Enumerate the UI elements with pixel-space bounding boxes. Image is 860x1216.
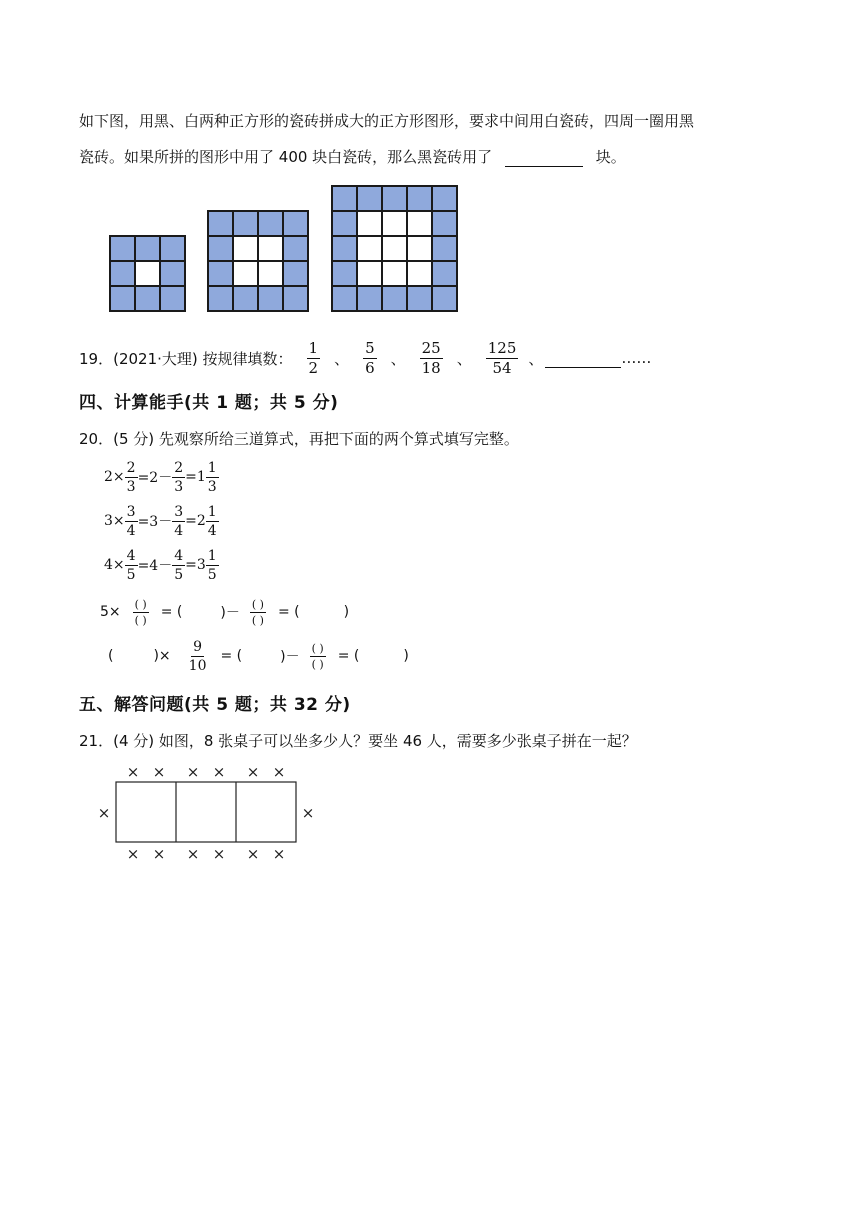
q19-f2-num: 5 [365,338,375,357]
q18-line2 [79,146,626,167]
eq1-f3-den: 3 [207,478,217,495]
blue-tile [407,186,432,211]
white-tile [135,261,160,286]
eq1-f2-den: 3 [174,478,184,495]
fill2-blank-2[interactable] [359,648,403,664]
seat-mark: × [186,845,200,863]
q19-line [79,336,651,380]
eq1-f3-num: 1 [207,459,217,476]
tile-figure-3x3 [110,236,185,311]
fill1-close2: ) [343,604,350,620]
fill1-blank-1[interactable] [182,604,220,620]
blue-tile [208,211,233,236]
q20-equation-2 [104,500,219,542]
blue-tile [432,211,457,236]
eq2-frac-1 [125,505,138,538]
seat-mark: × [126,845,140,863]
eq1-frac-3 [206,461,219,494]
tile-figure-4x4 [208,211,308,311]
q19-f3-den: 18 [421,358,441,377]
blue-tile [432,236,457,261]
blue-tile [160,236,185,261]
eq3-frac-2 [172,549,185,582]
blue-tile [208,286,233,311]
q19-prefix: 19．(2021·大理) 按规律填数： [79,349,293,368]
fill1-frac-1-den[interactable]: ( ) [134,613,147,627]
fill2-eq2: = ( [337,648,360,664]
q19-answer-blank[interactable] [545,349,621,368]
q19-sep-3: 、 [456,349,472,368]
q19-fraction-1 [307,338,321,377]
blue-tile [135,286,160,311]
fill2-blank-0[interactable] [113,648,153,664]
blue-tile [110,286,135,311]
eq2-part-a: 3× [104,513,125,529]
fill2-frac-2-den[interactable]: ( ) [311,657,324,671]
q19-fraction-4 [486,338,519,377]
eq2-f3-num: 1 [207,503,217,520]
blue-tile [160,261,185,286]
q19-sep-2: 、 [390,349,406,368]
blue-tile [110,236,135,261]
q19-f2-den: 6 [365,358,375,377]
blue-tile [160,286,185,311]
q19-f4-den: 54 [492,358,512,377]
fill1-start: 5× [100,604,121,620]
eq3-f2-num: 4 [174,547,184,564]
white-tile [357,211,382,236]
seat-mark: × [97,804,111,822]
fill2-close-times: )× [153,648,171,664]
eq1-f1-num: 2 [126,459,136,476]
blue-tile [382,286,407,311]
eq2-part-c: =2 [185,513,206,529]
white-tile [407,211,432,236]
blue-tile [432,186,457,211]
blue-tile [208,236,233,261]
blue-tile [332,211,357,236]
blue-tile [135,236,160,261]
q20-fill-line-2 [108,634,409,678]
eq1-part-c: =1 [185,469,206,485]
q19-f1-num: 1 [308,338,319,357]
fill2-eq1: = ( [220,648,243,664]
blue-tile [382,186,407,211]
eq3-part-a: 4× [104,557,125,573]
blue-tile [432,286,457,311]
q18-line2-text: 瓷砖。如果所拼的图形中用了 400 块白瓷砖，那么黑瓷砖用了 [79,148,493,166]
q20-text: 20．(5 分) 先观察所给三道算式，再把下面的两个算式填写完整。 [79,430,519,448]
section-5-title: 五、解答问题(共 5 题；共 32 分) [79,695,351,715]
blue-tile [208,261,233,286]
seat-mark: × [246,845,260,863]
fill2-frac-den: 10 [188,657,207,674]
q20-equation-1 [104,456,219,498]
eq3-f3-den: 5 [207,566,217,583]
fill2-close1: )－ [280,649,300,665]
seat-mark: × [272,845,286,863]
eq3-part-b: =4－ [137,558,173,574]
q19-f3-num: 25 [421,338,441,357]
eq3-frac-1 [125,549,138,582]
eq3-part-c: =3 [185,557,206,573]
q20-equation-3 [104,544,219,586]
white-tile [382,236,407,261]
seat-mark: × [272,763,286,781]
seat-mark: × [126,763,140,781]
fill1-frac-2-num[interactable]: ( ) [251,597,264,611]
eq1-f2-num: 2 [174,459,184,476]
seat-mark: × [212,845,226,863]
eq3-f1-num: 4 [126,547,136,564]
white-tile [233,261,258,286]
fill2-blank-1[interactable] [242,648,280,664]
seat-mark: × [246,763,260,781]
blue-tile [233,211,258,236]
seat-mark: × [212,763,226,781]
eq1-part-a: 2× [104,469,125,485]
eq2-f3-den: 4 [207,522,217,539]
blue-tile [258,286,283,311]
q19-sep-4: 、 [528,349,544,368]
eq2-f1-den: 4 [126,522,136,539]
q19-sep-1: 、 [334,349,350,368]
blue-tile [233,286,258,311]
eq2-f1-num: 3 [126,503,136,520]
tables-figure [92,758,332,868]
seat-mark: × [186,763,200,781]
white-tile [233,236,258,261]
q19-f1-den: 2 [308,358,319,377]
white-tile [357,261,382,286]
fill2-close2: ) [403,648,409,664]
fill1-eq2: = ( [277,604,300,620]
blue-tile [332,261,357,286]
fill1-frac-2[interactable] [250,599,266,626]
section-4-title: 四、计算能手(共 1 题；共 5 分) [79,393,339,413]
fill1-eq1: = ( [160,604,183,620]
seat-mark: × [301,804,315,822]
eq2-frac-3 [206,505,219,538]
white-tile [382,211,407,236]
white-tile [382,261,407,286]
fill2-frac-9-10 [187,640,209,673]
q18-answer-blank[interactable] [505,148,583,167]
q19-fraction-2 [363,338,377,377]
q18-line1: 如下图，用黑、白两种正方形的瓷砖拼成大的正方形图形，要求中间用白瓷砖，四周一圈用黑 [79,112,695,130]
fill2-frac-num: 9 [193,638,203,655]
blue-tile [357,286,382,311]
eq1-frac-1 [125,461,138,494]
tables-outline [116,782,296,842]
blue-tile [283,261,308,286]
fill2-frac-2[interactable] [310,643,326,670]
blue-tile [407,286,432,311]
white-tile [357,236,382,261]
white-tile [407,236,432,261]
eq2-f2-num: 3 [174,503,184,520]
fill1-blank-2[interactable] [300,604,344,620]
seat-marks [98,763,315,863]
q18-line2-end: 块。 [595,148,626,166]
blue-tile [357,186,382,211]
eq3-f3-num: 1 [207,547,217,564]
q19-fraction-3 [420,338,443,377]
white-tile [407,261,432,286]
fill1-close1: )－ [220,605,240,621]
eq3-f2-den: 5 [174,566,184,583]
q19-ellipsis: …… [621,349,652,367]
eq3-frac-3 [206,549,219,582]
blue-tile [283,286,308,311]
eq2-part-b: =3－ [137,514,173,530]
eq2-f2-den: 4 [174,522,184,539]
blue-tile [283,236,308,261]
fill1-frac-1-num[interactable]: ( ) [134,597,147,611]
tile-figures [100,180,470,320]
white-tile [258,236,283,261]
eq1-part-b: =2－ [137,470,173,486]
fill2-open: ( [108,648,114,664]
blue-tile [332,186,357,211]
blue-tile [258,211,283,236]
eq2-frac-2 [172,505,185,538]
q20-fill-line-1 [100,590,349,634]
eq1-frac-2 [172,461,185,494]
eq1-f1-den: 3 [126,478,136,495]
blue-tile [110,261,135,286]
q21-text: 21．(4 分) 如图，8 张桌子可以坐多少人？要坐 46 人，需要多少张桌子拼在一起？ [79,732,637,750]
fill1-frac-1[interactable] [133,599,149,626]
fill1-frac-2-den[interactable]: ( ) [251,613,264,627]
tile-figure-5x5 [332,186,457,311]
white-tile [258,261,283,286]
blue-tile [332,236,357,261]
fill2-frac-2-num[interactable]: ( ) [311,641,324,655]
blue-tile [283,211,308,236]
blue-tile [332,286,357,311]
blue-tile [432,261,457,286]
seat-mark: × [152,845,166,863]
eq3-f1-den: 5 [126,566,136,583]
seat-mark: × [152,763,166,781]
q19-f4-num: 125 [487,338,517,357]
